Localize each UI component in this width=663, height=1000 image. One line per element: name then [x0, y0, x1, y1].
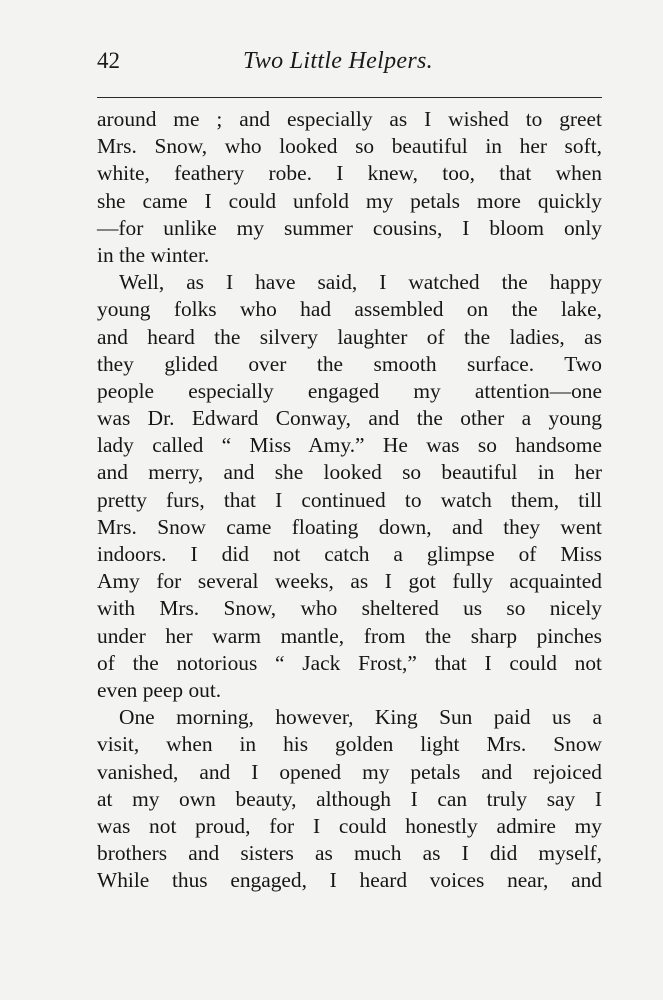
text-line: Amy for several weeks, as I got fully acquainted: [97, 569, 602, 594]
text-line: Well, as I have said, I watched the happy: [119, 270, 602, 295]
text-line: One morning, however, King Sun paid us a: [119, 705, 602, 730]
text-line: in the winter.: [97, 242, 210, 267]
text-line: white, feathery robe. I knew, too, that when: [97, 161, 602, 186]
text-line: Mrs. Snow came floating down, and they went: [97, 514, 602, 539]
body-text: [97, 106, 602, 894]
text-line: under her warm mantle, from the sharp pinches: [97, 623, 602, 648]
text-line: Mrs. Snow, who looked so beautiful in her soft,: [97, 134, 602, 159]
text-line: and heard the silvery laughter of the ladies, as: [97, 324, 602, 349]
text-line: brothers and sisters as much as I did myself,: [97, 841, 602, 866]
text-line: was not proud, for I could honestly admire my: [97, 813, 602, 838]
text-line: visit, when in his golden light Mrs. Snow: [97, 732, 602, 757]
text-line: lady called “ Miss Amy.” He was so handsome: [97, 433, 602, 458]
text-line: she came I could unfold my petals more quickly: [97, 188, 602, 213]
text-line: pretty furs, that I continued to watch them, till: [97, 487, 602, 512]
text-line: around me ; and especially as I wished to greet: [97, 107, 602, 131]
text-line: people especially engaged my attention—one: [97, 378, 602, 403]
text-line: —for unlike my summer cousins, I bloom only: [97, 215, 602, 240]
header-rule: [97, 97, 602, 98]
page-header: [97, 44, 603, 80]
text-line: and merry, and she looked so beautiful in her: [97, 460, 602, 485]
text-line: vanished, and I opened my petals and rejoiced: [97, 759, 602, 784]
text-line: at my own beauty, although I can truly say I: [97, 786, 602, 811]
text-line: While thus engaged, I heard voices near, and: [97, 868, 602, 893]
text-line: even peep out.: [97, 677, 222, 702]
page-number: 42: [97, 48, 120, 73]
text-line: they glided over the smooth surface. Two: [97, 351, 602, 376]
text-line: was Dr. Edward Conway, and the other a young: [97, 406, 602, 431]
text-line: of the notorious “ Jack Frost,” that I could not: [97, 650, 602, 675]
text-line: with Mrs. Snow, who sheltered us so nicely: [97, 596, 602, 621]
text-line: young folks who had assembled on the lake,: [97, 297, 602, 322]
text-line: indoors. I did not catch a glimpse of Miss: [97, 542, 602, 566]
running-title: Two Little Helpers.: [243, 48, 433, 74]
